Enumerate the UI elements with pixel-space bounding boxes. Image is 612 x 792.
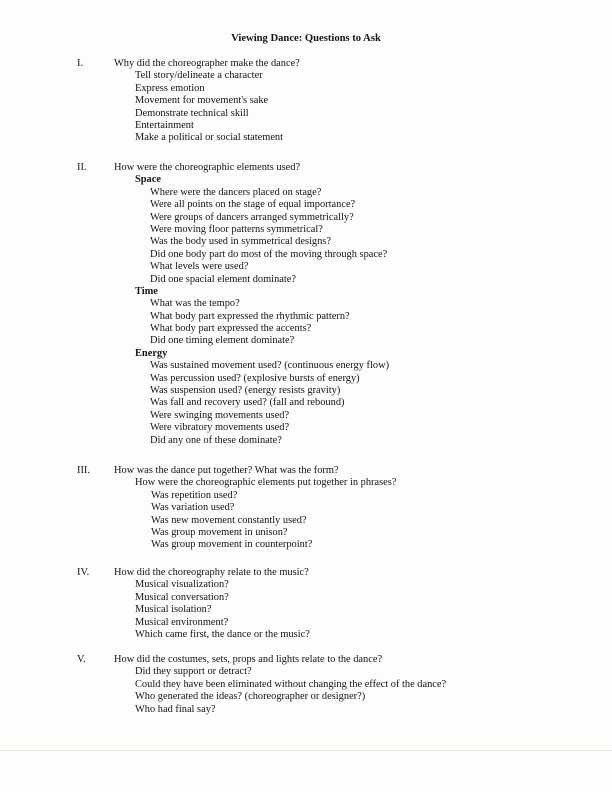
list-item: Did one spacial element dominate? [150, 273, 296, 285]
section-number: III. [77, 465, 90, 476]
section-question: Why did the choreographer make the dance? [114, 58, 300, 69]
list-item: Musical visualization? [135, 579, 229, 591]
list-item: Did any one of these dominate? [150, 434, 282, 446]
list-item: Did one timing element dominate? [150, 335, 295, 347]
list-item: Musical environment? [135, 616, 229, 628]
list-item: Was percussion used? (explosive bursts of energy) [150, 372, 360, 384]
list-item: Was repetition used? [151, 489, 238, 501]
list-item: Musical conversation? [135, 591, 229, 603]
list-item: Was sustained movement used? (continuous energy flow) [150, 360, 390, 372]
space-questions [135, 187, 389, 286]
list-item: Musical isolation? [135, 604, 212, 616]
list-item: Make a political or social statement [135, 132, 284, 144]
list-item: Express emotion [135, 82, 205, 94]
list-item: Was new movement constantly used? [151, 514, 307, 526]
list-item: Was variation used? [151, 502, 235, 514]
list-item: Movement for movement's sake [135, 95, 269, 107]
list-item: Was group movement in unison? [151, 526, 288, 538]
list-item: Did they support or detract? [135, 666, 252, 678]
list-item: Were groups of dancers arranged symmetrically? [150, 211, 354, 223]
section-question: How were the choreographic elements used? [114, 162, 301, 173]
list-item: Where were the dancers placed on stage? [150, 186, 322, 198]
list-item: Was suspension used? (energy resists gravity) [150, 385, 341, 397]
group-heading-time: Time [135, 285, 158, 297]
section-number: II. [77, 162, 87, 173]
list-item: Did one body part do most of the moving through space? [150, 248, 388, 260]
group-heading-space: Space [135, 174, 161, 186]
group-heading-energy: Energy [135, 347, 168, 359]
list-item: Were all points on the stage of equal importance? [150, 199, 356, 211]
list-item: What levels were used? [150, 261, 249, 273]
list-item: Were vibratory movements used? [150, 422, 290, 434]
page-title: Viewing Dance: Questions to Ask [231, 33, 381, 44]
section-question: How did the choreography relate to the music? [114, 567, 309, 578]
energy-questions [135, 360, 389, 447]
answer-list [135, 70, 283, 144]
list-item: Entertainment [135, 119, 194, 131]
list-item: Was the body used in symmetrical designs? [150, 236, 331, 248]
list-item: Who generated the ideas? (choreographer or designer?) [135, 691, 366, 703]
list-item: Tell story/delineate a character [135, 70, 263, 82]
answer-list [135, 579, 310, 641]
list-item: Was fall and recovery used? (fall and rebound) [150, 397, 345, 409]
list-item: What body part expressed the accents? [150, 323, 312, 335]
list-item: Could they have been eliminated without changing the effect of the dance? [135, 678, 447, 690]
section-number: IV. [77, 567, 90, 578]
list-item: What was the tempo? [150, 298, 240, 310]
list-item: What body part expressed the rhythmic pattern? [150, 310, 350, 322]
list-item: Were swinging movements used? [150, 409, 290, 421]
section-number: I. [77, 58, 84, 69]
element-groups [135, 174, 389, 447]
list-item: Were moving floor patterns symmetrical? [150, 223, 323, 235]
section-subquestion: How were the choreographic elements put together in phrases? [135, 477, 397, 489]
answer-list [135, 666, 446, 716]
list-item: Was group movement in counterpoint? [151, 539, 313, 551]
section-number: V. [77, 654, 86, 665]
list-item: Who had final say? [135, 703, 216, 715]
list-item: Demonstrate technical skill [135, 107, 249, 119]
answer-list [151, 490, 312, 552]
list-item: Which came first, the dance or the music? [135, 628, 310, 640]
scan-edge-line [0, 750, 612, 751]
time-questions [135, 298, 389, 348]
section-question: How was the dance put together? What was the form? [114, 465, 339, 476]
section-question: How did the costumes, sets, props and lights relate to the dance? [114, 654, 383, 665]
